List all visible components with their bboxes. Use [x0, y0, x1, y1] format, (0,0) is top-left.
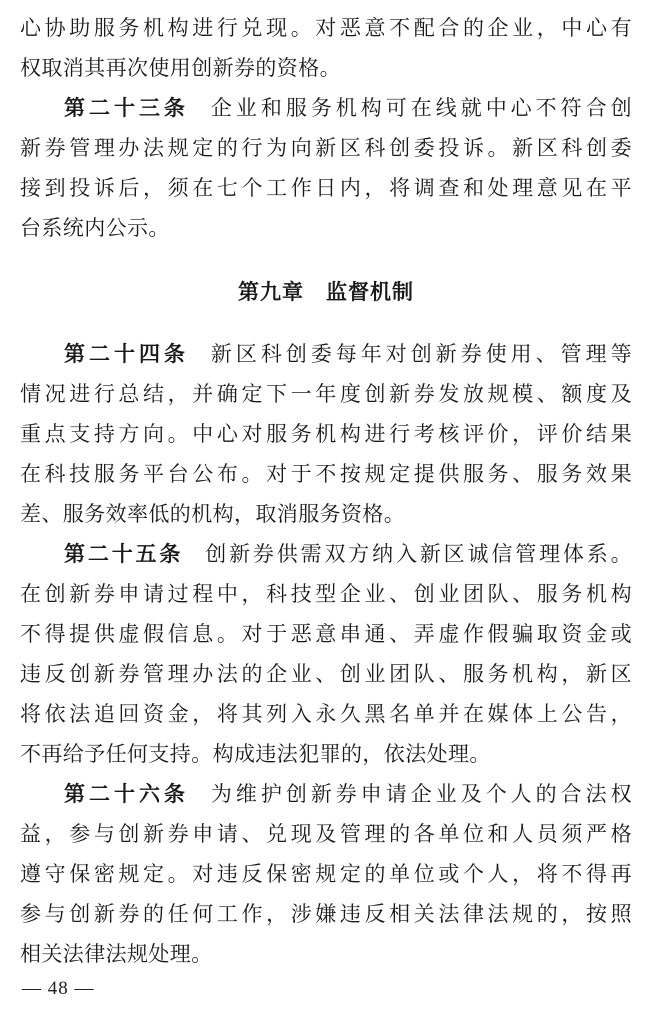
text-line: 接到投诉后，须在七个工作日内，将调查和处理意见在平	[20, 176, 632, 200]
article-25	[20, 534, 632, 774]
article-text: 创新券供需双方纳入新区诚信管理体系。	[205, 542, 633, 566]
text-line: 违反创新券管理办法的企业、创业团队、服务机构，新区	[20, 662, 632, 686]
article-label: 第二十六条	[64, 782, 189, 806]
text-line: 益，参与创新券申请、兑现及管理的各单位和人员须严格	[20, 822, 632, 846]
chapter-heading: 第九章 监督机制	[238, 280, 414, 304]
page-number: — 48 —	[22, 978, 95, 999]
text-line: 不得提供虚假信息。对于恶意串通、弄虚作假骗取资金或	[20, 622, 632, 646]
article-24	[20, 334, 632, 534]
document-page	[20, 8, 632, 974]
article-label: 第二十四条	[64, 342, 189, 366]
article-label: 第二十三条	[64, 96, 189, 120]
article-label: 第二十五条	[64, 542, 184, 566]
text-line: 在创新券申请过程中，科技型企业、创业团队、服务机构	[20, 582, 632, 606]
text-line: 相关法律法规处理。	[20, 942, 213, 966]
text-line: 遵守保密规定。对违反保密规定的单位或个人，将不得再	[20, 862, 632, 886]
paragraph-continued	[20, 8, 632, 88]
article-text: 企业和服务机构可在线就中心不符合创	[210, 96, 632, 120]
text-line: 差、服务效率低的机构，取消服务资格。	[20, 502, 406, 526]
text-line: 在科技服务平台公布。对于不按规定提供服务、服务效果	[20, 462, 632, 486]
text-line: 新券管理办法规定的行为向新区科创委投诉。新区科创委	[20, 136, 632, 160]
text-line: 心协助服务机构进行兑现。对恶意不配合的企业，中心有	[20, 16, 632, 40]
article-23	[20, 88, 632, 248]
article-text: 为维护创新券申请企业及个人的合法权	[210, 782, 632, 806]
text-line: 参与创新券的任何工作，涉嫌违反相关法律法规的，按照	[20, 902, 632, 926]
text-line: 情况进行总结，并确定下一年度创新券发放规模、额度及	[20, 382, 632, 406]
text-line: 重点支持方向。中心对服务机构进行考核评价，评价结果	[20, 422, 632, 446]
text-line: 台系统内公示。	[20, 216, 170, 240]
text-line	[20, 334, 632, 374]
text-line: 将依法追回资金，将其列入永久黑名单并在媒体上公告，	[20, 702, 632, 726]
text-line	[20, 534, 632, 574]
article-text: 新区科创委每年对创新券使用、管理等	[210, 342, 632, 366]
text-line	[20, 774, 632, 814]
text-line	[20, 88, 632, 128]
text-line: 不再给予任何支持。构成违法犯罪的，依法处理。	[20, 742, 491, 766]
text-line: 权取消其再次使用创新券的资格。	[20, 56, 341, 80]
article-26	[20, 774, 632, 974]
